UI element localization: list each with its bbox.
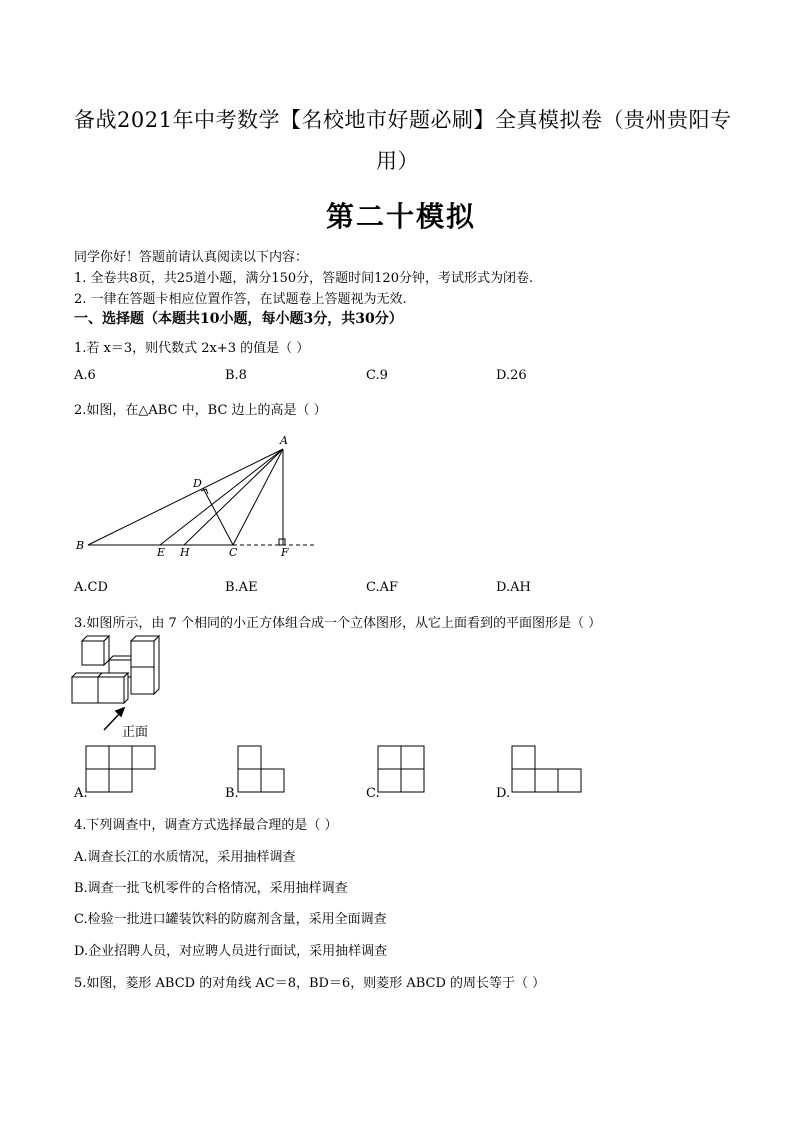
- question-1-option-a: A.6: [74, 368, 96, 383]
- cube-back-left-side: [104, 636, 109, 665]
- exam-subtitle: 第二十模拟: [326, 200, 477, 233]
- question-1-stem: 1.若 x＝3，则代数式 2x+3 的值是（ ）: [74, 341, 310, 356]
- cube-front-left-top: [72, 673, 102, 677]
- cube-right-upper-front: [131, 641, 154, 667]
- question-2-option-a: A.CD: [74, 580, 108, 595]
- option-a-grid: [86, 746, 155, 792]
- question-4-stem: 4.下列调查中，调查方式选择最合理的是（ ）: [74, 818, 338, 833]
- option-b-grid: [238, 746, 284, 792]
- question-1-option-b: B.8: [225, 368, 247, 383]
- question-2-option-d: D.AH: [496, 580, 531, 595]
- cube-right-lower-front: [131, 667, 154, 694]
- question-1-option-d: D.26: [496, 368, 527, 383]
- label-h: H: [180, 546, 190, 559]
- question-4-option-d: D.企业招聘人员，对应聘人员进行面试，采用抽样调查: [74, 944, 388, 959]
- cube-front-mid-top: [98, 673, 128, 677]
- label-c: C: [229, 546, 238, 559]
- question-4-option-a: A.调查长江的水质情况，采用抽样调查: [74, 850, 296, 865]
- front-view-label: 正面: [122, 725, 149, 740]
- cube-front-mid-front: [98, 677, 124, 703]
- option-d-grid: [512, 746, 581, 792]
- exam-title-line1: 备战2021年中考数学【名校地市好题必刷】全真模拟卷（贵州贵阳专: [74, 108, 732, 132]
- question-5-stem: 5.如图，菱形 ABCD 的对角线 AC＝8，BD＝6，则菱形 ABCD 的周长等于（ ）: [74, 976, 546, 991]
- label-a: A: [280, 434, 288, 447]
- section-heading: 一、选择题（本题共10小题，每小题3分，共30分）: [74, 311, 403, 327]
- label-e: E: [157, 546, 166, 559]
- label-d: D: [193, 477, 202, 490]
- cube-back-left-front: [82, 641, 104, 665]
- cube-right-side: [154, 636, 159, 694]
- question-4-option-c: C.检验一批进口罐装饮料的防腐剂含量，采用全面调查: [74, 912, 387, 927]
- question-4-option-b: B.调查一批飞机零件的合格情况，采用抽样调查: [74, 881, 348, 896]
- instruction-item-2: 2. 一律在答题卡相应位置作答，在试题卷上答题视为无效.: [74, 292, 407, 307]
- label-f: F: [281, 546, 289, 559]
- question-2-option-c: C.AF: [366, 580, 399, 595]
- question-3-stem: 3.如图所示，由 7 个相同的小正方体组合成一个立体图形，从它上面看到的平面图形是（ ）: [74, 616, 602, 631]
- question-3-option-c: C.: [366, 786, 380, 801]
- question-2-stem: 2.如图，在△ABC 中，BC 边上的高是（ ）: [74, 403, 327, 418]
- instructions-greeting: 同学你好！答题前请认真阅读以下内容：: [74, 250, 309, 265]
- label-b: B: [76, 539, 85, 552]
- question-3-option-b: B.: [225, 786, 239, 801]
- question-1-option-c: C.9: [366, 368, 388, 383]
- exam-title-line2: 用）: [376, 149, 419, 173]
- question-3-option-a: A.: [74, 786, 88, 801]
- question-2-option-b: B.AE: [225, 580, 258, 595]
- instruction-item-1: 1. 全卷共8页，共25道小题，满分150分，答题时间120分钟，考试形式为闭卷.: [74, 271, 534, 286]
- front-arrow-head: [116, 708, 124, 716]
- question-3-option-d: D.: [496, 786, 511, 801]
- cube-front-left-front: [72, 677, 98, 703]
- option-c-grid: [378, 746, 424, 792]
- cube-front-mid-side: [124, 673, 128, 703]
